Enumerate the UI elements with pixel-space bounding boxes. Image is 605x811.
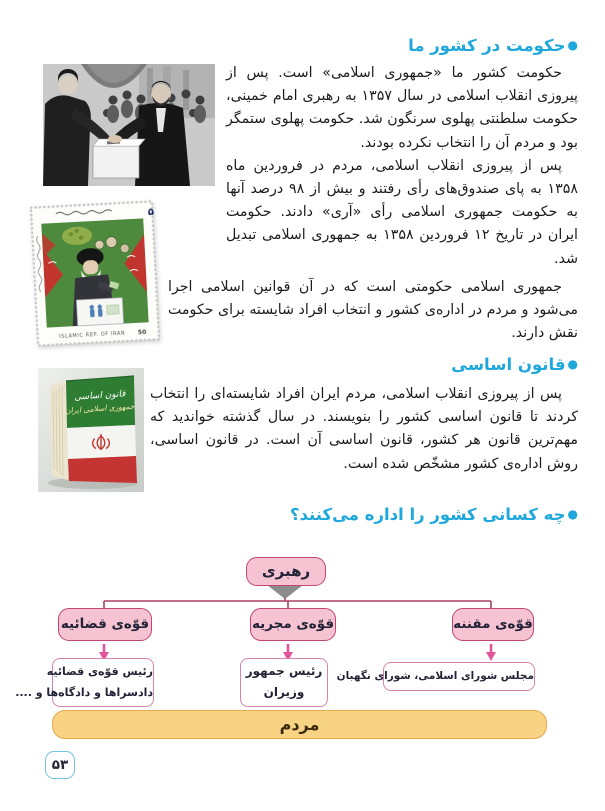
constitution-paragraph-block <box>150 383 578 476</box>
stamp-caption: ISLAMIC REP. OF IRAN <box>59 330 126 340</box>
islamic-republic-paragraph: جمهوری اسلامی حکومتی است که در آن قوانین اسلامی اجرا می‌شود و مردم در اداره‌ی کشور و انتخاب افراد شایسته برای حکومت نقش دارند. <box>168 279 578 342</box>
constitution-book-photo <box>38 368 144 492</box>
book-illustration <box>38 368 144 492</box>
detail-executive-line2: وزیران <box>263 685 305 699</box>
section-heading-who-governs <box>290 505 578 524</box>
section-heading-who-governs-text: چه کسانی کشور را اداره می‌کنند؟ <box>289 505 566 524</box>
detail-executive-line1: رئیس جمهور <box>245 664 323 678</box>
constitution-paragraph: پس از پیروزی انقلاب اسلامی، مردم ایران افراد شایسته‌ای را انتخاب کردند تا قانون اساسی کشور را بنویسند. در سال گذشته خواندید که مهم‌ترین قانون هر کشور، قانون اساسی آن است. در قانون اساسی، روش اداره‌ی کشور مشخّص شده است. <box>150 386 578 472</box>
detail-judicial-line1: رئیس قوّه‌ی قضائیه <box>46 665 153 678</box>
branch-box-executive: قوّه‌ی مجریه <box>250 608 336 641</box>
people-bar: مردم <box>52 710 547 739</box>
branch-box-legislative: قوّه‌ی مقننه <box>452 608 534 641</box>
detail-legislative-text: مجلس شورای اسلامی، شورای نگهبان <box>336 670 534 682</box>
book-title-line1: قانون اساسی <box>73 389 126 403</box>
section-heading-constitution <box>451 355 578 374</box>
section-heading-government <box>408 36 578 55</box>
stamp-illustration <box>29 200 160 347</box>
heading-bullet-icon: ● <box>567 38 578 52</box>
government-paragraph-2: پس از پیروزی انقلاب اسلامی، مردم در فروردین ماه ۱۳۵۸ به پای صندوق‌های رأی رفتند و بیش از ۹۸ درصد آنها به حکومت جمهوری اسلامی رأی «آری» دادند. حکومت ایران در تاریخ ۱۲ فروردین ۱۳۵۸ به جمهوری اسلامی تبدیل شد. <box>226 157 578 267</box>
detail-box-judicial <box>15 658 154 707</box>
leader-triangle-icon <box>267 585 303 599</box>
stamp-denomination-fa: ۵۰ <box>147 206 161 219</box>
detail-judicial-line2: دادسراها و دادگاه‌ها و .... <box>15 686 153 699</box>
section-heading-constitution-text: قانون اساسی <box>451 355 566 374</box>
government-paragraph-block <box>226 62 578 271</box>
heading-bullet-icon: ● <box>567 507 578 521</box>
leader-box: رهبری <box>246 557 326 586</box>
voting-photo-illustration <box>43 64 215 186</box>
detail-box-executive <box>240 658 328 707</box>
branch-box-judicial: قوّه‌ی قضائیه <box>58 608 152 641</box>
stamp-denomination-latin: 50 <box>137 328 147 337</box>
islamic-republic-paragraph-block <box>168 276 578 346</box>
heading-bullet-icon: ● <box>567 357 578 371</box>
section-heading-government-text: حکومت در کشور ما <box>408 36 566 55</box>
voting-photo <box>43 64 215 186</box>
khomeini-stamp <box>29 200 160 347</box>
detail-box-legislative <box>336 662 535 691</box>
government-paragraph-1: حکومت کشور ما «جمهوری اسلامی» است. پس از پیروزی انقلاب اسلامی در سال ۱۳۵۷ به رهبری امام خمینی، حکومت سلطنتی پهلوی سرنگون شد. حکومت پهلوی ستمگر بود و مردم آن را انتخاب نکرده بودند. <box>226 65 578 151</box>
page-number: ۵۳ <box>45 751 75 779</box>
book-title-line2: جمهوری اسلامی ایران <box>64 401 135 416</box>
